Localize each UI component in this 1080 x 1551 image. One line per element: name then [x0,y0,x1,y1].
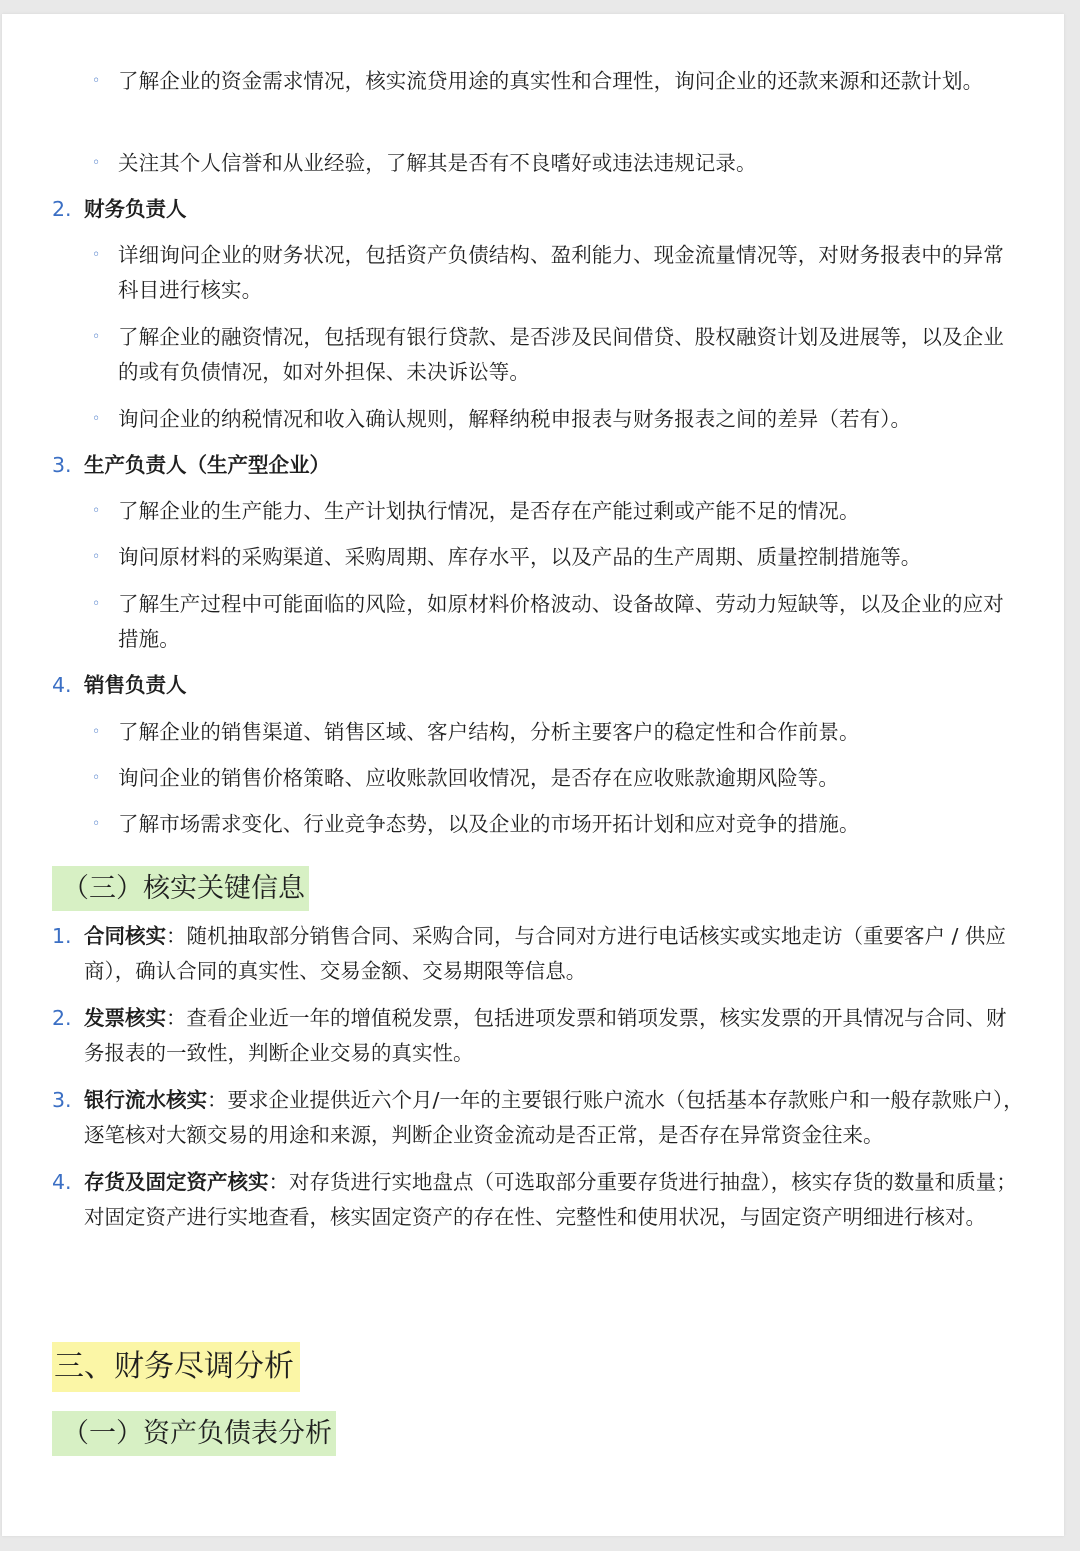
bullet-icon: ◦ [92,411,101,427]
list-item: ◦ 询问企业的销售价格策略、应收账款回收情况，是否存在应收账款逾期风险等。 [92,761,1022,796]
bullet-icon: ◦ [92,549,101,565]
bullet-icon: ◦ [92,329,101,345]
section-heading-balance-sheet: （一）资产负债表分析 [52,1411,336,1456]
list-item: ◦ 了解企业的融资情况，包括现有银行贷款、是否涉及民间借贷、股权融资计划及进展等，以及企业的或有负债情况，如对外担保、未决诉讼等。 [92,320,1022,390]
list-item: ◦ 了解企业的资金需求情况，核实流贷用途的真实性和合理性，询问企业的还款来源和还款计划。 [92,64,1022,134]
role-heading-production: 3. 生产负责人（生产型企业） [52,453,330,477]
bullet-icon: ◦ [92,503,101,519]
list-item: ◦ 了解市场需求变化、行业竞争态势，以及企业的市场开拓计划和应对竞争的措施。 [92,807,1022,842]
list-item: 2. 发票核实：查看企业近一年的增值税发票，包括进项发票和销项发票，核实发票的开具情况与合同、财务报表的一致性，判断企业交易的真实性。 [52,1006,1007,1065]
list-item: 4. 存货及固定资产核实：对存货进行实地盘点（可选取部分重要存货进行抽盘），核实存货的数量和质量；对固定资产进行实地查看，核实固定资产的存在性、完整性和使用状况，与固定资产明细进行核对。 [52,1170,1017,1229]
list-item: ◦ 详细询问企业的财务状况，包括资产负债结构、盈利能力、现金流量情况等，对财务报表中的异常科目进行核实。 [92,238,1022,308]
role-heading-sales: 4. 销售负责人 [52,673,187,697]
list-item: ◦ 询问原材料的采购渠道、采购周期、库存水平，以及产品的生产周期、质量控制措施等。 [92,540,1022,575]
list-item: ◦ 了解企业的生产能力、生产计划执行情况，是否存在产能过剩或产能不足的情况。 [92,494,1022,529]
role-heading-finance: 2. 财务负责人 [52,197,187,221]
list-item: ◦ 了解企业的销售渠道、销售区域、客户结构，分析主要客户的稳定性和合作前景。 [92,715,1022,750]
list-item: ◦ 询问企业的纳税情况和收入确认规则，解释纳税申报表与财务报表之间的差异（若有）。 [92,402,1022,437]
section-heading-verify: （三）核实关键信息 [52,866,309,911]
bullet-icon: ◦ [92,724,101,740]
bullet-icon: ◦ [92,816,101,832]
list-item: 1. 合同核实：随机抽取部分销售合同、采购合同，与合同对方进行电话核实或实地走访（重要客户 / 供应商），确认合同的真实性、交易金额、交易期限等信息。 [52,924,1006,983]
bullet-icon: ◦ [92,73,101,89]
chapter-heading: 三、财务尽调分析 [52,1342,300,1392]
bullet-icon: ◦ [92,247,101,263]
list-item: 3. 银行流水核实：要求企业提供近六个月/一年的主要银行账户流水（包括基本存款账户和一般存款账户），逐笔核对大额交易的用途和来源，判断企业资金流动是否正常，是否存在异常资金往来。 [52,1088,1024,1147]
bullet-icon: ◦ [92,596,101,612]
bullet-icon: ◦ [92,770,101,786]
list-item: ◦ 关注其个人信誉和从业经验，了解其是否有不良嗜好或违法违规记录。 [92,146,1022,181]
list-item: ◦ 了解生产过程中可能面临的风险，如原材料价格波动、设备故障、劳动力短缺等，以及企业的应对措施。 [92,587,1022,657]
bullet-icon: ◦ [92,155,101,171]
